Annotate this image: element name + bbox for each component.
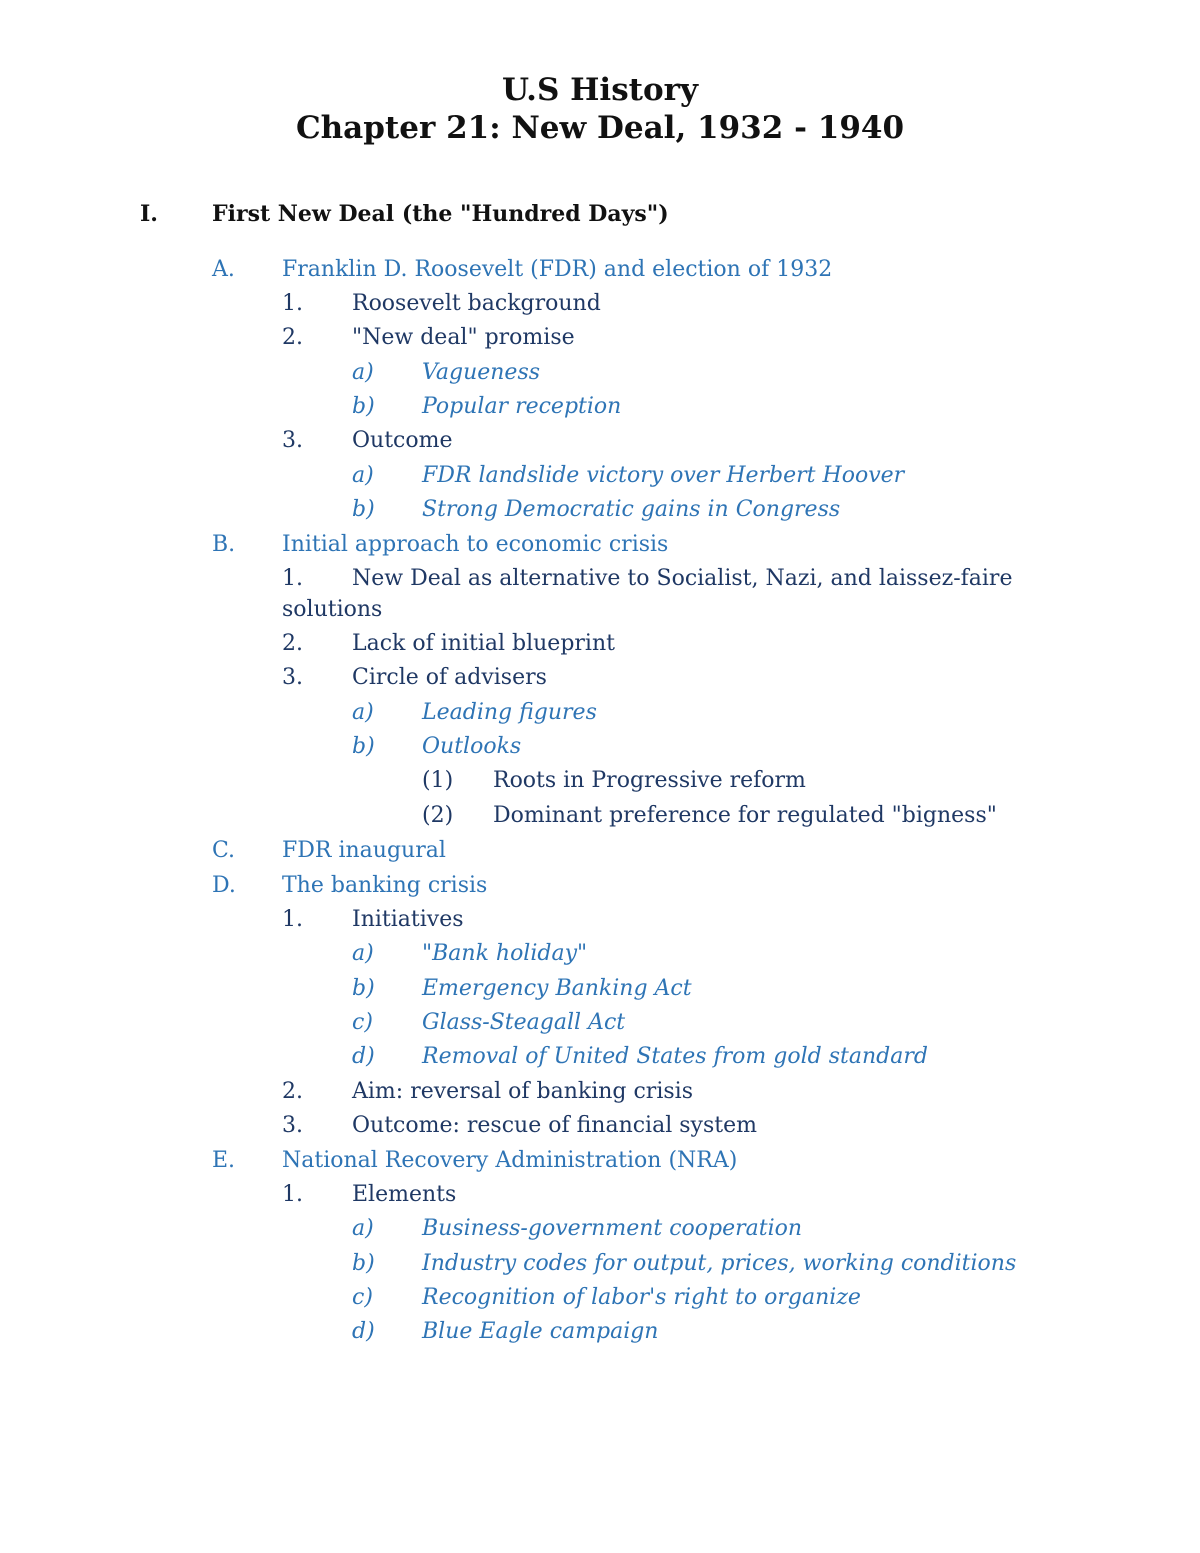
section-text: First New Deal (the "Hundred Days") <box>212 201 669 227</box>
item-label: A. <box>212 257 235 282</box>
item-text: National Recovery Administration (NRA) <box>282 1148 738 1173</box>
subsubitem-label: b) <box>352 497 375 522</box>
section-label: I. <box>140 201 158 227</box>
subitem-label: 2. <box>282 325 303 350</box>
subitem-label: 2. <box>282 631 303 656</box>
subsubitem-label: c) <box>352 1010 373 1035</box>
item-label: E. <box>212 1148 236 1173</box>
subsubsubitem-text: Dominant preference for regulated "bigness" <box>493 803 997 828</box>
subitem-text: New Deal as alternative to Socialist, Nazi, and laissez-faire <box>352 566 1013 591</box>
subsubitem-label: b) <box>352 394 375 419</box>
subsubitem-label: d) <box>352 1044 375 1069</box>
subsubitem-text: Outlooks <box>422 734 522 759</box>
subitem-label: 1. <box>282 907 303 932</box>
subsubsubitem-label: (2) <box>422 803 454 828</box>
subsubitem-label: b) <box>352 976 375 1001</box>
item-label: D. <box>212 873 236 898</box>
item-text: The banking crisis <box>282 873 488 898</box>
subsubitem-label: a) <box>352 700 374 725</box>
subitem-label: 3. <box>282 1113 303 1138</box>
subitem-label: 1. <box>282 291 303 316</box>
subitem-text: Initiatives <box>352 907 464 932</box>
subsubsubitem-label: (1) <box>422 768 454 793</box>
subitem-text-continuation: solutions <box>282 597 383 622</box>
subsubitem-label: b) <box>352 734 375 759</box>
subsubitem-label: a) <box>352 463 374 488</box>
subitem-text: Roosevelt background <box>352 291 601 316</box>
document-subtitle: Chapter 21: New Deal, 1932 - 1940 <box>295 110 905 146</box>
subitem-text: Lack of initial blueprint <box>352 631 615 656</box>
subsubitem-label: c) <box>352 1285 373 1310</box>
item-label: B. <box>212 532 236 557</box>
subsubitem-label: d) <box>352 1319 375 1344</box>
subsubitem-label: a) <box>352 941 374 966</box>
subitem-text: Circle of advisers <box>352 665 547 690</box>
subsubitem-text: Emergency Banking Act <box>422 976 692 1001</box>
subitem-text: Elements <box>352 1182 457 1207</box>
subsubitem-text: Strong Democratic gains in Congress <box>422 497 841 522</box>
subsubitem-text: Blue Eagle campaign <box>422 1319 659 1344</box>
subitem-text: "New deal" promise <box>352 325 575 350</box>
item-label: C. <box>212 838 236 863</box>
item-text: Franklin D. Roosevelt (FDR) and election of 1932 <box>282 257 833 282</box>
document-title: U.S History <box>501 72 699 108</box>
subsubitem-text: Recognition of labor's right to organize <box>422 1285 861 1310</box>
subitem-label: 3. <box>282 665 303 690</box>
subsubitem-text: "Bank holiday" <box>422 941 588 966</box>
subsubitem-label: b) <box>352 1251 375 1276</box>
subitem-label: 2. <box>282 1079 303 1104</box>
subitem-text: Outcome <box>352 428 453 453</box>
subsubitem-text: Vagueness <box>422 360 541 385</box>
subsubitem-text: Business-government cooperation <box>422 1216 803 1241</box>
subsubitem-text: Leading figures <box>422 700 597 725</box>
subsubitem-label: a) <box>352 1216 374 1241</box>
subsubitem-text: Industry codes for output, prices, working conditions <box>422 1251 1017 1276</box>
subitem-label: 3. <box>282 428 303 453</box>
item-text: FDR inaugural <box>282 838 446 863</box>
subsubitem-text: FDR landslide victory over Herbert Hoover <box>422 463 905 488</box>
subsubitem-label: a) <box>352 360 374 385</box>
subsubitem-text: Popular reception <box>422 394 622 419</box>
subitem-text: Aim: reversal of banking crisis <box>352 1079 693 1104</box>
subsubitem-text: Glass-Steagall Act <box>422 1010 626 1035</box>
subsubitem-text: Removal of United States from gold standard <box>422 1044 928 1069</box>
subsubsubitem-text: Roots in Progressive reform <box>493 768 806 793</box>
subitem-label: 1. <box>282 1182 303 1207</box>
item-text: Initial approach to economic crisis <box>282 532 669 557</box>
subitem-label: 1. <box>282 566 303 591</box>
subitem-text: Outcome: rescue of financial system <box>352 1113 757 1138</box>
